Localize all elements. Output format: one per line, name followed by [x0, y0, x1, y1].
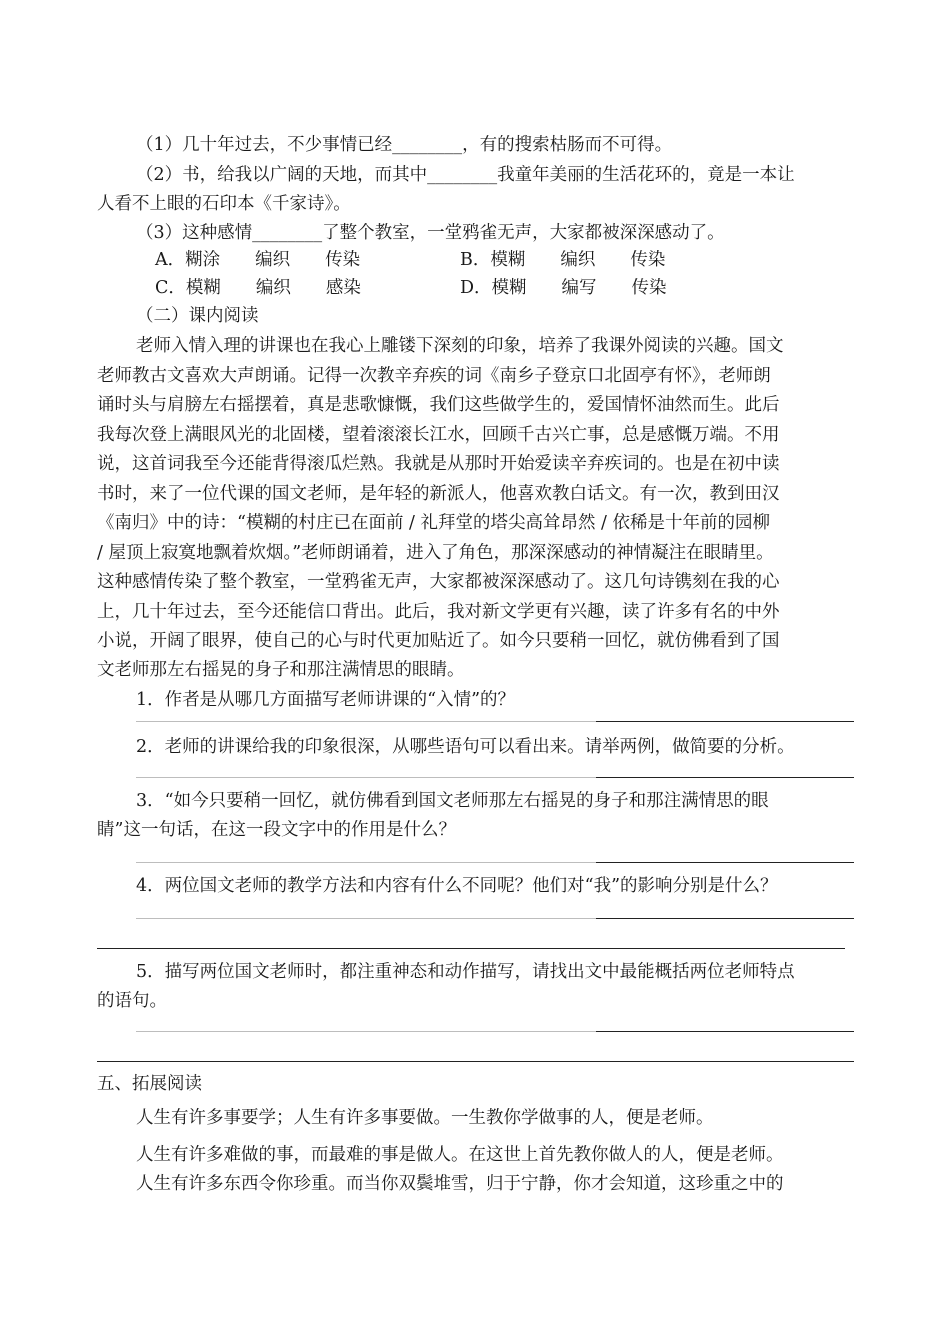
answer-line-1[interactable]	[0, 712, 950, 732]
passage-line: 文老师那左右摇晃的身子和那注满情思的眼睛。	[97, 660, 465, 680]
passage-line: 这种感情传染了整个教室，一堂鸦雀无声，大家都被深深感动了。这几句诗镌刻在我的心	[97, 572, 780, 592]
question-3-text-cont: 睛”这一句话，在这一段文字中的作用是什么？	[97, 820, 456, 840]
vocab-question-2-cont	[0, 189, 950, 219]
passage-line: / 屋顶上寂寞地飘着炊烟。”老师朗诵着，进入了角色，那深深感动的神情凝注在眼睛里。	[97, 543, 774, 563]
question-5-text-cont: 的语句。	[97, 991, 167, 1011]
question-3	[0, 786, 950, 816]
vocab-question-3	[0, 218, 950, 248]
vocab-question-3-text: （3）这种感情________了整个教室，一堂鸦雀无声，大家都被深深感动了。	[136, 223, 725, 243]
options-row-2	[0, 273, 950, 303]
section-heading-text: （二）课内阅读	[136, 306, 259, 326]
extended-reading-line: 人生有许多事要学；人生有许多事要做。一生教你学做事的人，便是老师。	[136, 1108, 714, 1128]
vocab-question-1	[0, 130, 950, 160]
question-5-cont	[0, 986, 950, 1016]
question-4	[0, 871, 950, 901]
question-5	[0, 957, 950, 987]
question-1-text: 1．作者是从哪几方面描写老师讲课的“入情”的？	[136, 690, 516, 710]
passage-line: 我每次登上满眼风光的北固楼，望着滚滚长江水，回顾千古兴亡事，总是感慨万端。不用	[97, 425, 780, 445]
passage-line: 老师入情入理的讲课也在我心上雕镂下深刻的印象，培养了我课外阅读的兴趣。国文	[136, 336, 784, 356]
option-d: D．模糊 编写 传染	[460, 278, 667, 298]
answer-line-3[interactable]	[0, 853, 950, 873]
passage-line: 老师教古文喜欢大声朗诵。记得一次教辛弃疾的词《南乡子登京口北固亭有怀》，老师朗	[97, 366, 771, 386]
extended-reading-line: 人生有许多难做的事，而最难的事是做人。在这世上首先教你做人的人，便是老师。	[136, 1145, 784, 1165]
answer-line-2[interactable]	[0, 768, 950, 788]
section-heading-extended-reading	[0, 1069, 950, 1099]
passage-line: 书时，来了一位代课的国文老师，是年轻的新派人，他喜欢教白话文。有一次，教到田汉	[97, 484, 780, 504]
question-3-cont	[0, 815, 950, 845]
answer-line-4a[interactable]	[0, 909, 950, 929]
option-c: C．模糊 编织 感染	[155, 278, 361, 298]
vocab-question-2-text-cont: 人看不上眼的石印本《千家诗》。	[97, 194, 351, 214]
options-row-1	[0, 245, 950, 275]
passage-line: 说，这首词我至今还能背得滚瓜烂熟。我就是从那时开始爱读辛弃疾词的。也是在初中读	[97, 454, 780, 474]
passage-line: 上，几十年过去，至今还能信口背出。此后，我对新文学更有兴趣，读了许多有名的中外	[97, 602, 780, 622]
option-a: A．糊涂 编织 传染	[155, 250, 361, 270]
question-3-text: 3．“如今只要稍一回忆，就仿佛看到国文老师那左右摇晃的身子和那注满情思的眼	[136, 791, 769, 811]
question-5-text: 5．描写两位国文老师时，都注重神态和动作描写，请找出文中最能概括两位老师特点	[136, 962, 795, 982]
vocab-question-1-text: （1）几十年过去，不少事情已经________，有的搜索枯肠而不可得。	[136, 135, 673, 155]
passage-line: 《南归》中的诗：“模糊的村庄已在面前 / 礼拜堂的塔尖高耸昂然 / 依稀是十年前的园柳	[97, 513, 770, 533]
vocab-question-2-text: （2）书，给我以广阔的天地，而其中________我童年美丽的生活花环的，竟是一本让	[136, 165, 795, 185]
question-1	[0, 685, 950, 715]
vocab-question-2	[0, 160, 950, 190]
section-heading-text: 五、拓展阅读	[97, 1074, 202, 1094]
question-4-text: 4．两位国文老师的教学方法和内容有什么不同呢？他们对“我”的影响分别是什么？	[136, 876, 778, 896]
passage-line: 诵时头与肩膀左右摇摆着，真是悲歌慷慨，我们这些做学生的，爱国情怀油然而生。此后	[97, 395, 780, 415]
question-2	[0, 732, 950, 762]
question-2-text: 2．老师的讲课给我的印象很深，从哪些语句可以看出来。请举两例，做简要的分析。	[136, 737, 795, 757]
section-heading-in-class-reading	[0, 301, 950, 331]
answer-line-4b[interactable]	[0, 939, 950, 959]
passage-line: 小说，开阔了眼界，使自己的心与时代更加贴近了。如今只要稍一回忆，就仿佛看到了国	[97, 631, 780, 651]
option-b: B．模糊 编织 传染	[460, 250, 666, 270]
answer-line-5a[interactable]	[0, 1022, 950, 1042]
extended-reading-line: 人生有许多东西令你珍重。而当你双鬓堆雪，归于宁静，你才会知道，这珍重之中的	[136, 1174, 784, 1194]
